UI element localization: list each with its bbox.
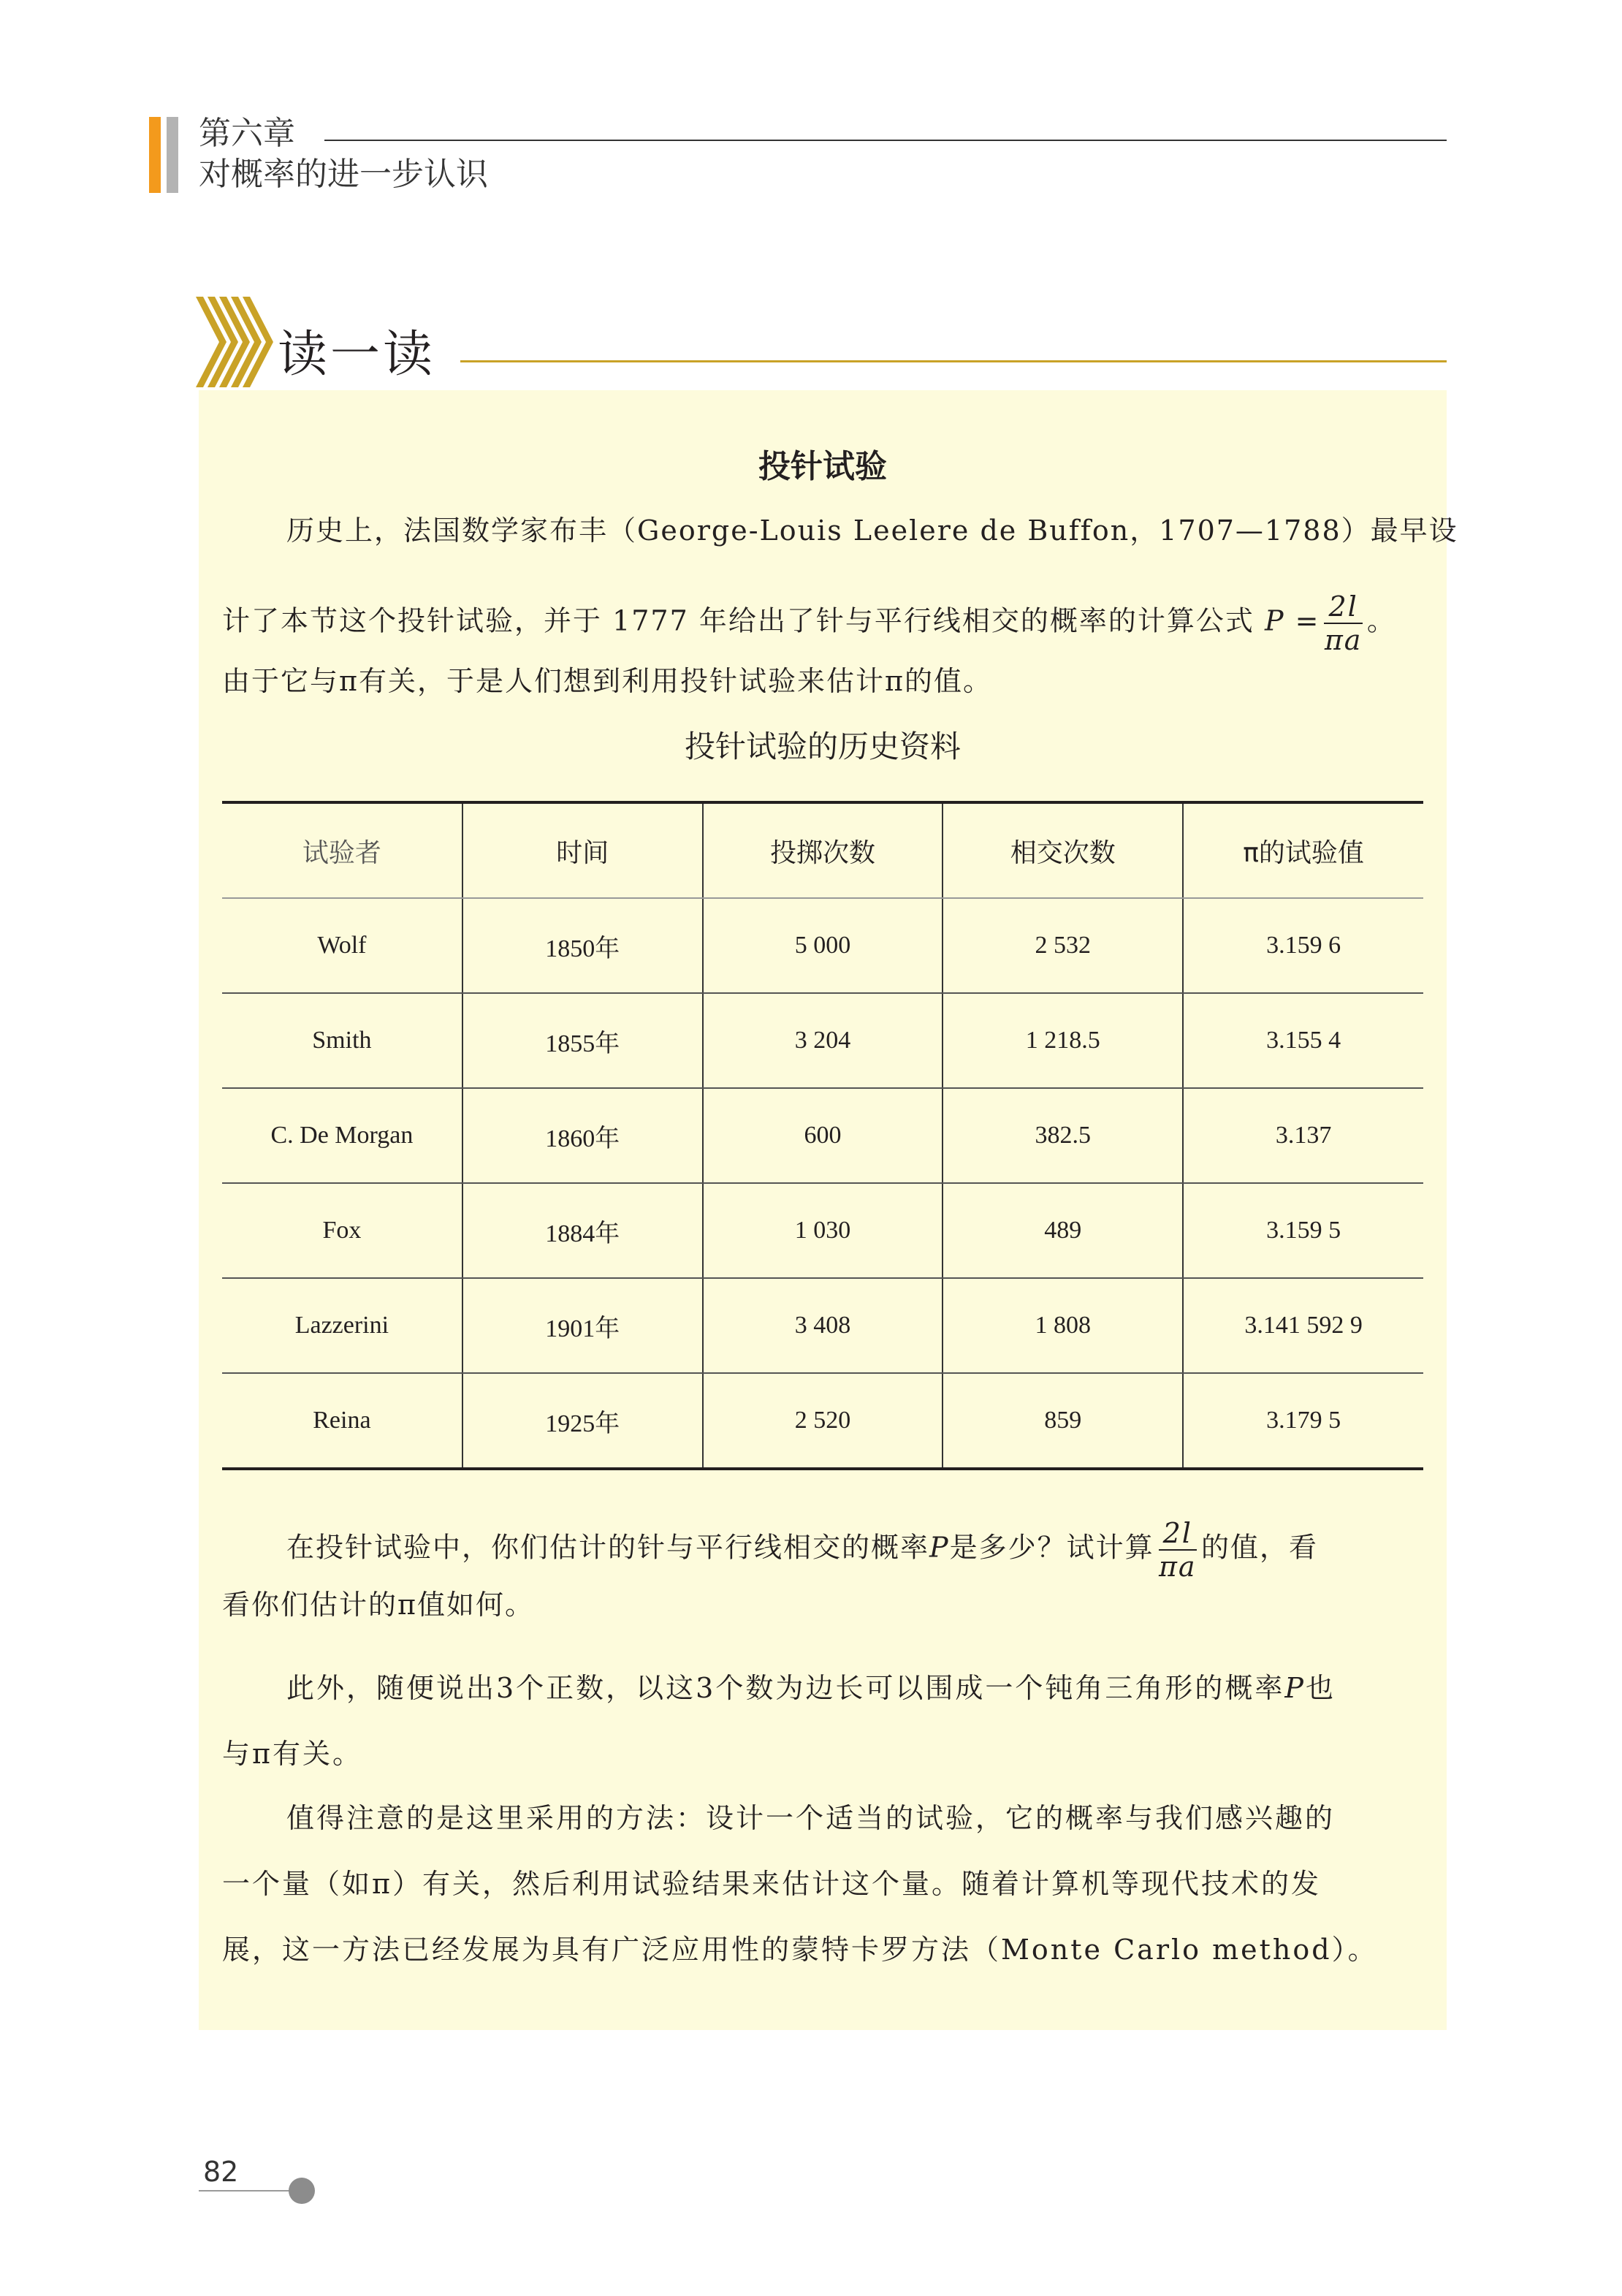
table-cell: C. De Morgan [222, 1088, 462, 1183]
table-row [222, 1278, 1423, 1373]
paragraph-line: 历史上，法国数学家布丰（George-Louis Leelere de Buffon，1707—1788）最早设 [286, 514, 1458, 547]
column-header: π的试验值 [1183, 802, 1423, 898]
chapter-divider [324, 140, 1447, 141]
chevrons-icon [196, 297, 283, 387]
column-header: 试验者 [222, 802, 462, 898]
table-cell: 1850年 [462, 898, 703, 993]
table-row [222, 898, 1423, 993]
table-cell: 3.137 [1183, 1088, 1423, 1183]
paragraph-line: 由于它与π有关，于是人们想到利用投针试验来估计π的值。 [222, 665, 992, 697]
buffon-formula: $\frac{2l}{\pi a}$ [1324, 590, 1363, 656]
table-cell: 1901年 [462, 1278, 703, 1373]
formula-lhs: P = [1264, 604, 1320, 637]
table-cell: 1 030 [703, 1183, 943, 1278]
paragraph-line: 此外，随便说出3个正数，以这3个数为边长可以围成一个钝角三角形的概率P也 [286, 1672, 1336, 1704]
table-cell: 489 [943, 1183, 1183, 1278]
chapter-accent-bar [149, 117, 161, 193]
table-cell: 1925年 [462, 1373, 703, 1469]
column-header: 投掷次数 [703, 802, 943, 898]
paragraph-line: 在投针试验中，你们估计的针与平行线相交的概率P是多少？试计算 $\frac{2l}{\pi a}$ 的值，看 [286, 1517, 1318, 1583]
paragraph-line: 计了本节这个投针试验，并于 1777 年给出了针与平行线相交的概率的计算公式 P = $\frac{2l}{\pi a}$ 。 [222, 590, 1396, 656]
table-header-row [222, 802, 1423, 898]
column-header: 相交次数 [943, 802, 1183, 898]
footer-divider [199, 2190, 289, 2192]
table-cell: 3 204 [703, 993, 943, 1088]
table-cell: 382.5 [943, 1088, 1183, 1183]
table-cell: 3 408 [703, 1278, 943, 1373]
table-cell: 1884年 [462, 1183, 703, 1278]
chapter-title: 对概率的进一步认识 [199, 156, 488, 193]
table-cell: 1 808 [943, 1278, 1183, 1373]
table-title: 投针试验的历史资料 [684, 729, 961, 764]
table-cell: Lazzerini [222, 1278, 462, 1373]
chapter-accent-bar-secondary [167, 117, 178, 193]
table-row [222, 1373, 1423, 1469]
footer-dot-icon [289, 2178, 315, 2204]
table-cell: 1860年 [462, 1088, 703, 1183]
ratio-formula: $\frac{2l}{\pi a}$ [1158, 1517, 1197, 1583]
table-cell: Reina [222, 1373, 462, 1469]
section-title: 读一读 [278, 326, 436, 384]
table-cell: 3.141 592 9 [1183, 1278, 1423, 1373]
table-cell: Wolf [222, 898, 462, 993]
section-divider [460, 360, 1447, 362]
page-number: 82 [203, 2156, 239, 2188]
variable-p: P [929, 1531, 950, 1564]
table-cell: Fox [222, 1183, 462, 1278]
table-cell: 3.179 5 [1183, 1373, 1423, 1469]
table-cell: 1855年 [462, 993, 703, 1088]
table-row [222, 1088, 1423, 1183]
table-cell: Smith [222, 993, 462, 1088]
table-cell: 5 000 [703, 898, 943, 993]
table-cell: 2 532 [943, 898, 1183, 993]
table-cell: 2 520 [703, 1373, 943, 1469]
chapter-number: 第六章 [199, 115, 295, 152]
article-title: 投针试验 [758, 448, 887, 485]
paragraph-line: 看你们估计的π值如何。 [222, 1589, 534, 1621]
column-header: 时间 [462, 802, 703, 898]
table-row [222, 993, 1423, 1088]
paragraph-line: 值得注意的是这里采用的方法：设计一个适当的试验，它的概率与我们感兴趣的 [286, 1802, 1336, 1834]
table-cell: 859 [943, 1373, 1183, 1469]
table-cell: 3.159 6 [1183, 898, 1423, 993]
paragraph-line: 与π有关。 [222, 1738, 362, 1770]
table-cell: 3.159 5 [1183, 1183, 1423, 1278]
table-cell: 3.155 4 [1183, 993, 1423, 1088]
paragraph-line: 一个量（如π）有关，然后利用试验结果来估计这个量。随着计算机等现代技术的发 [222, 1868, 1321, 1900]
history-table [222, 801, 1423, 1470]
table-cell: 600 [703, 1088, 943, 1183]
variable-p: P [1284, 1672, 1306, 1704]
table-cell: 1 218.5 [943, 993, 1183, 1088]
paragraph-line: 展，这一方法已经发展为具有广泛应用性的蒙特卡罗方法（Monte Carlo method）。 [222, 1934, 1378, 1966]
table-row [222, 1183, 1423, 1278]
